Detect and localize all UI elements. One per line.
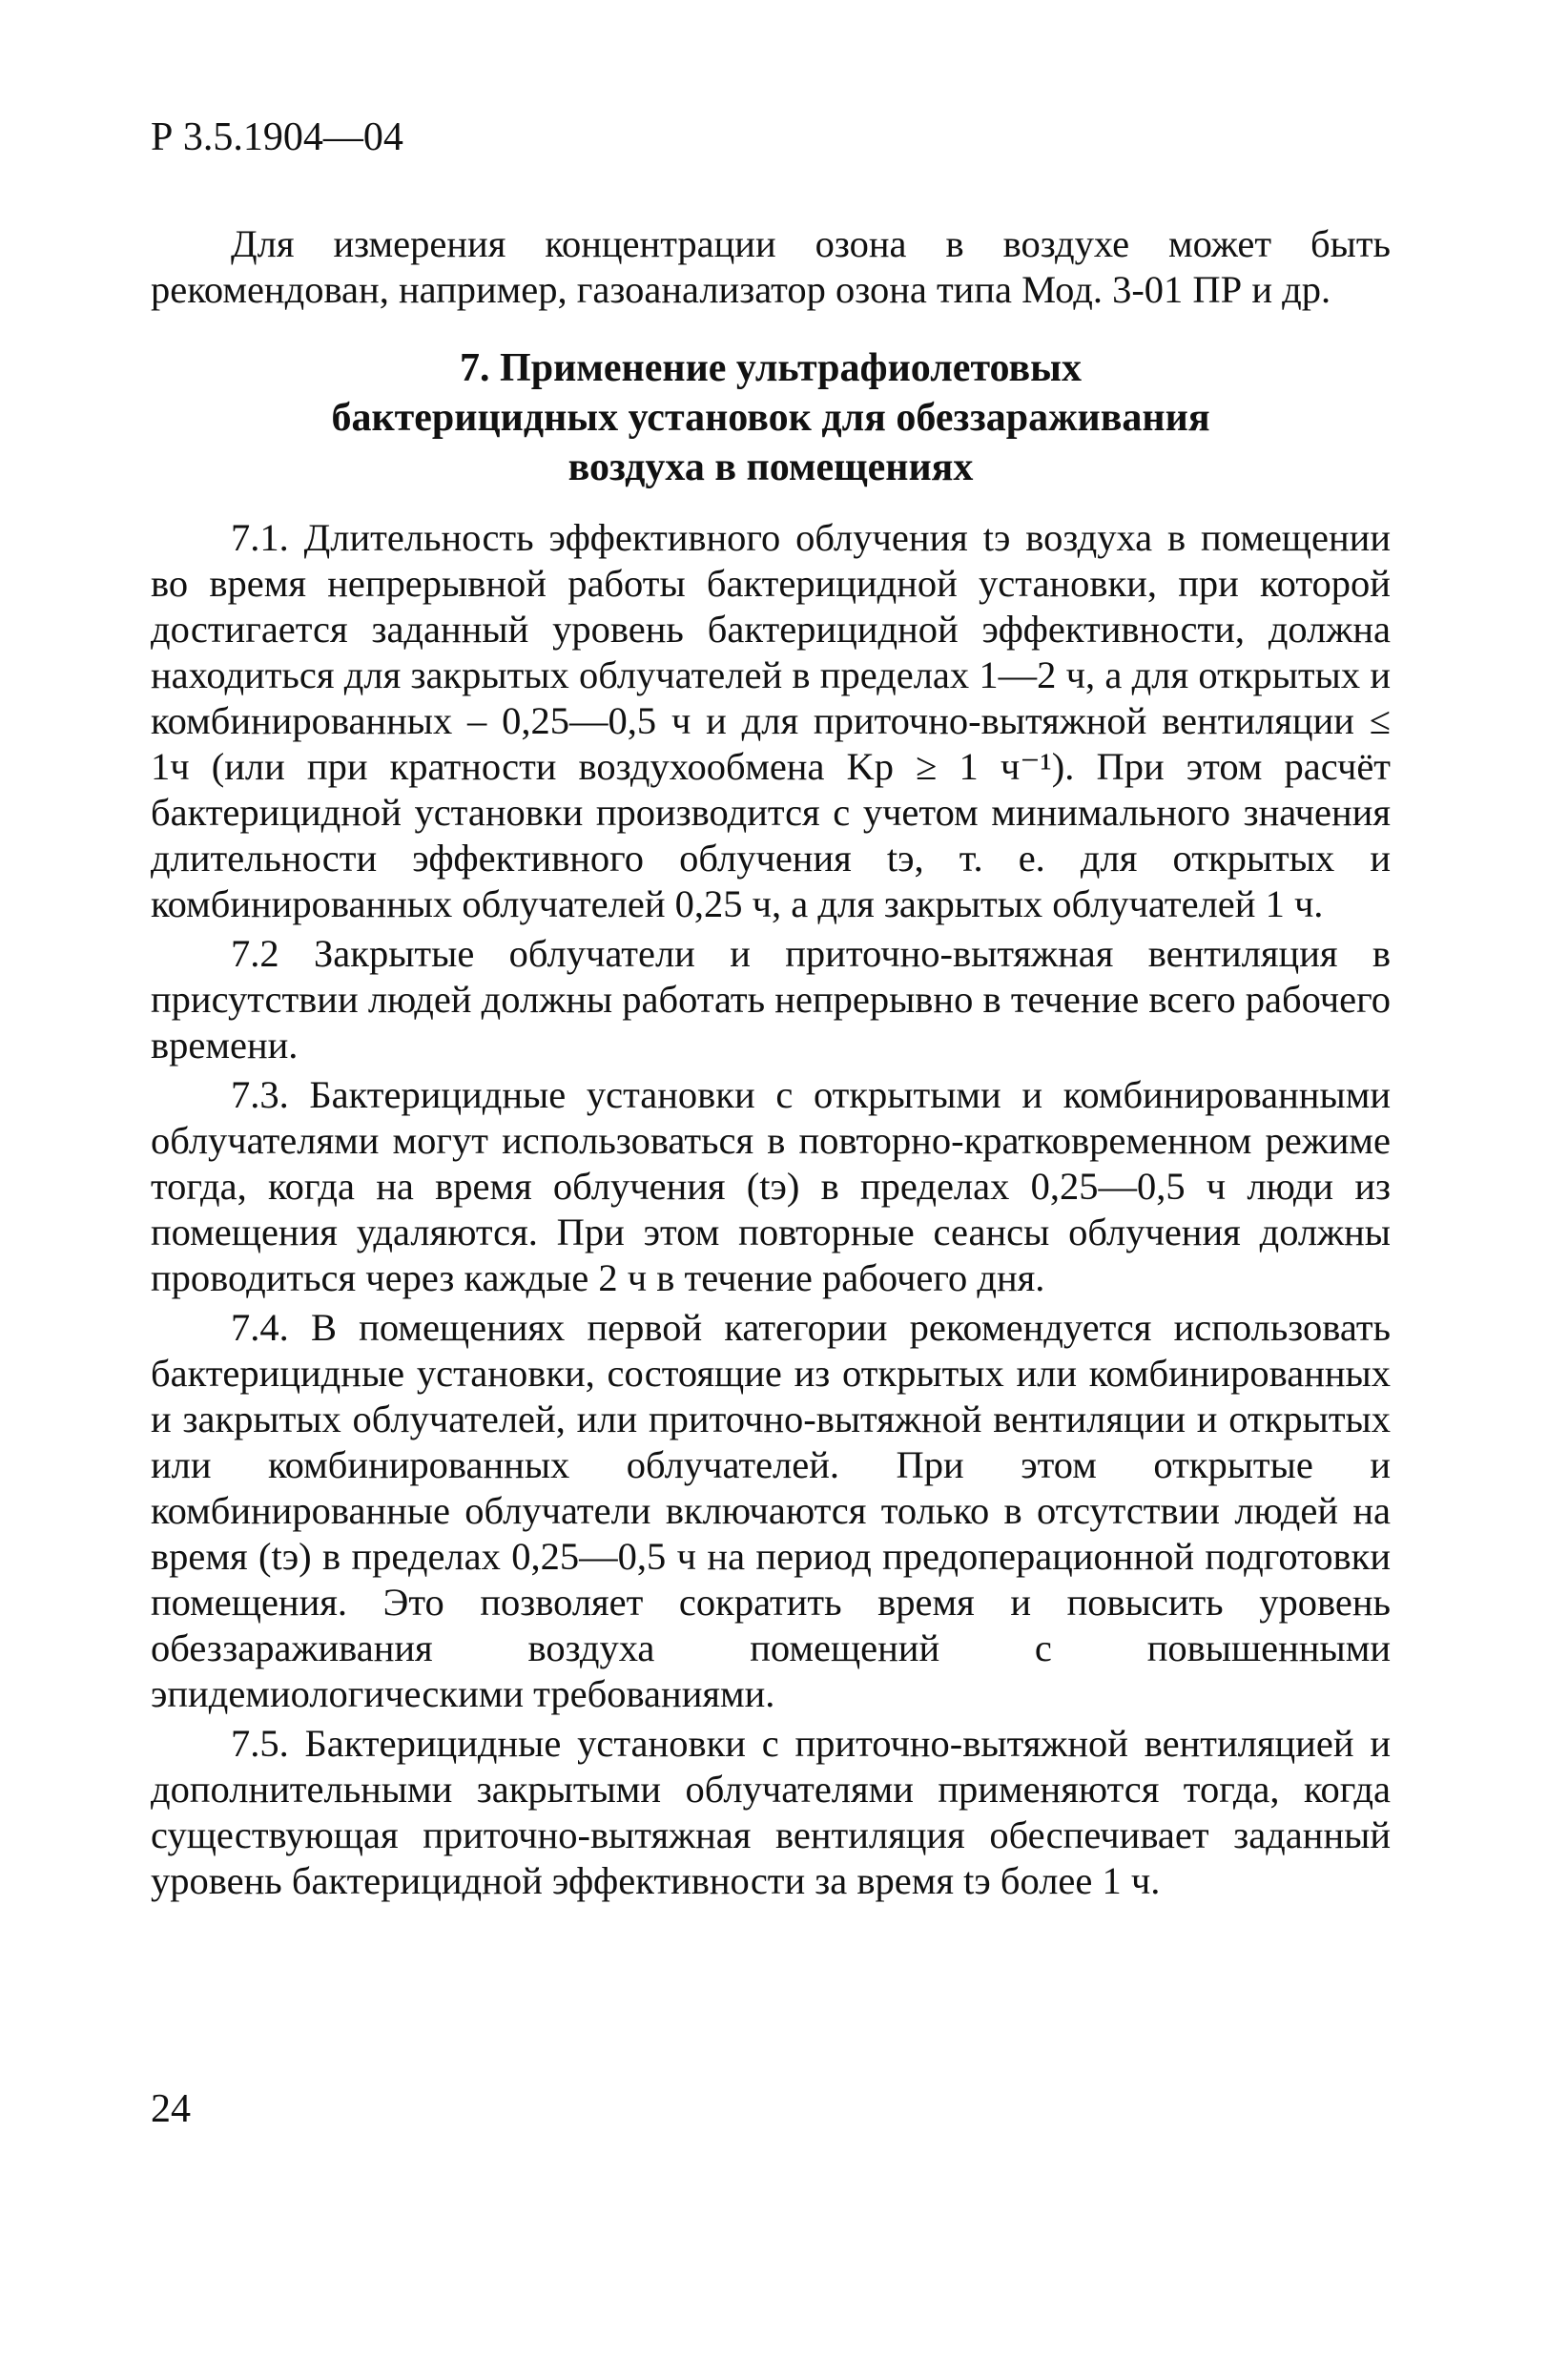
section-heading bbox=[151, 343, 1391, 492]
document-code: Р 3.5.1904—04 bbox=[151, 115, 403, 159]
paragraph-7-1: 7.1. Длительность эффективного облучения tэ воздуха в помещении во время непрерывной работы бактерицидной установки, при которой достигается заданный уровень бактерицидной эффективности, должна находиться для закрытых облучателей в пределах 1—2 ч, а для открытых и комбинированных – 0,25—0,5 ч и для приточно-вытяжной вентиляции ≤ 1ч (или при кратности воздухообмена Kp ≥ 1 ч⁻¹). При этом расчёт бактерицидной установки производится с учетом минимального значения длительности эффективного облучения tэ, т. е. для открытых и комбинированных облучателей 0,25 ч, а для закрытых облучателей 1 ч. bbox=[151, 516, 1391, 925]
section-heading-line: бактерицидных установок для обеззараживания bbox=[331, 396, 1210, 440]
section-heading-line: воздуха в помещениях bbox=[567, 445, 974, 489]
section-heading-line: 7. Применение ультрафиолетовых bbox=[460, 346, 1082, 390]
paragraph-7-3: 7.3. Бактерицидные установки с открытыми и комбинированными облучателями могут использоваться в повторно-кратковременном режиме тогда, когда на время облучения (tэ) в пределах 0,25—0,5 ч люди из помещения удаляются. При этом повторные сеансы облучения должны проводиться через каждые 2 ч в течение рабочего дня. bbox=[151, 1073, 1391, 1299]
paragraph-7-2: 7.2 Закрытые облучатели и приточно-вытяжная вентиляция в присутствии людей должны работать непрерывно в течение всего рабочего времени. bbox=[151, 932, 1391, 1067]
paragraph-7-4: 7.4. В помещениях первой категории рекомендуется использовать бактерицидные установки, состоящие из открытых или комбинированных и закрытых облучателей, или приточно-вытяжной вентиляции и открытых или комбинированных облучателей. При этом открытые и комбинированные облучатели включаются только в отсутствии людей на время (tэ) в пределах 0,25—0,5 ч на период предоперационной подготовки помещения. Это позволяет сократить время и повысить уровень обеззараживания воздуха помещений с повышенными эпидемиологическими требованиями. bbox=[151, 1306, 1391, 1715]
page-content bbox=[151, 221, 1391, 1908]
intro-paragraph: Для измерения концентрации озона в воздухе может быть рекомендован, например, газоанализатор озона типа Мод. 3-01 ПР и др. bbox=[151, 222, 1391, 311]
paragraph-7-5: 7.5. Бактерицидные установки с приточно-вытяжной вентиляцией и дополнительными закрытыми облучателями применяются тогда, когда существующая приточно-вытяжная вентиляция обеспечивает заданный уровень бактерицидной эффективности за время tэ более 1 ч. bbox=[151, 1722, 1391, 1902]
page-number: 24 bbox=[151, 2087, 191, 2131]
